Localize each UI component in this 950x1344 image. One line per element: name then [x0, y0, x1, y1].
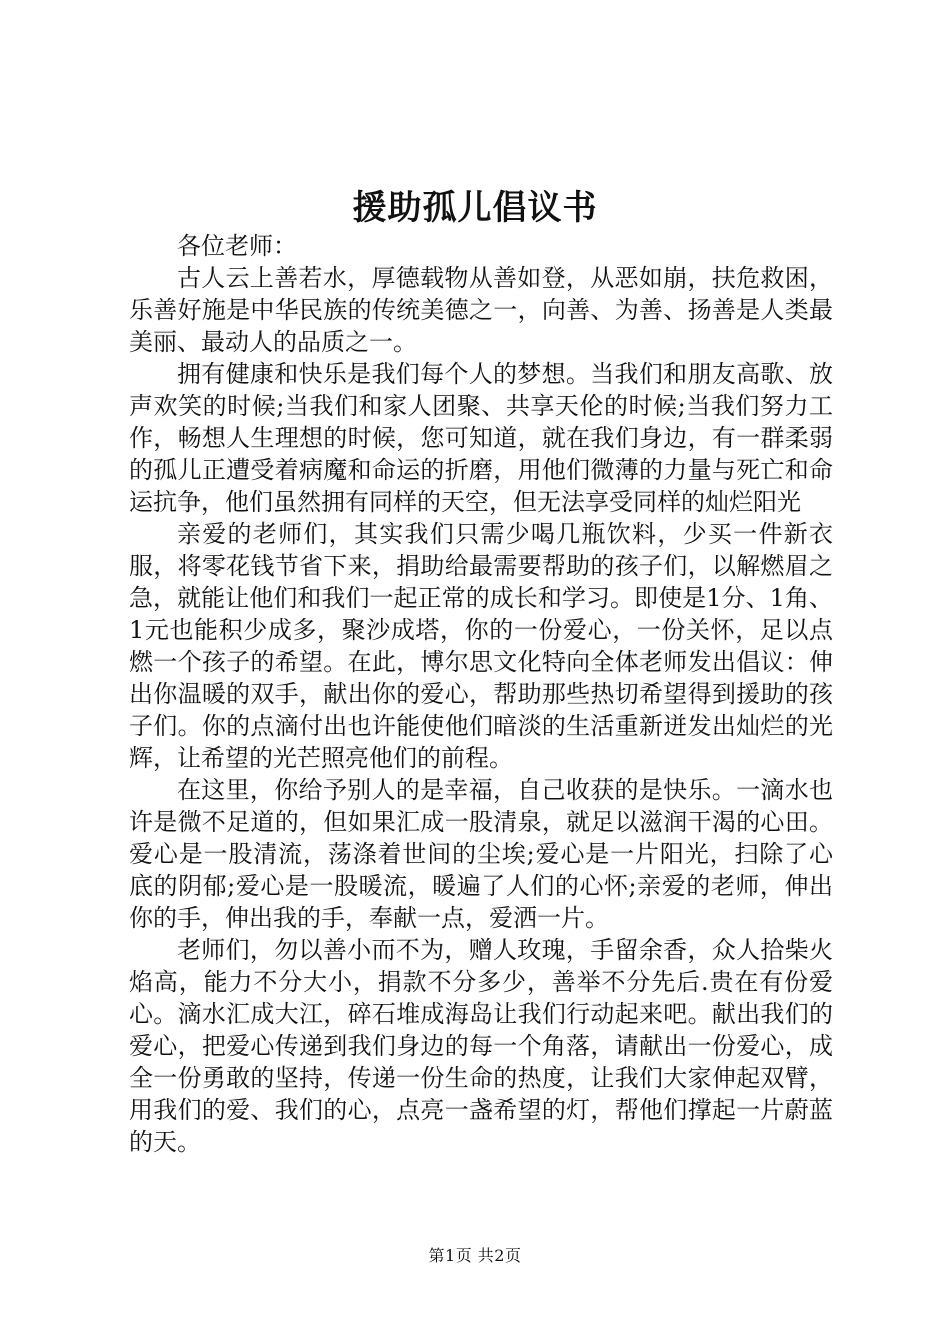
document-body [129, 230, 833, 1158]
paragraph-5: 老师们，勿以善小而不为，赠人玫瑰，手留余香，众人拾柴火焰高，能力不分大小，捐款不分多少，善举不分先后.贵在有份爱心。滴水汇成大江，碎石堆成海岛让我们行动起来吧。献出我们的爱心，把爱心传递到我们身边的每一个角落，请献出一份爱心，成全一份勇敢的坚持，传递一份生命的热度，让我们大家伸起双臂，用我们的爱、我们的心，点亮一盏希望的灯，帮他们撑起一片蔚蓝的天。 [129, 936, 833, 1156]
paragraph-1: 古人云上善若水，厚德载物从善如登，从恶如崩，扶危救困，乐善好施是中华民族的传统美德之一，向善、为善、扬善是人类最美丽、最动人的品质之一。 [129, 264, 833, 356]
document-title: 援助孤儿倡议书 [352, 188, 598, 228]
paragraph-4: 在这里，你给予别人的是幸福，自己收获的是快乐。一滴水也许是微不足道的，但如果汇成一股清泉，就足以滋润干渴的心田。爱心是一股清流，荡涤着世间的尘埃;爱心是一片阳光，扫除了心底的阴郁;爱心是一股暖流，暖遍了人们的心怀;亲爱的老师，伸出你的手，伸出我的手，奉献一点，爱洒一片。 [129, 776, 833, 932]
salutation: 各位老师： [177, 232, 297, 260]
page-footer: 第1页 共2页 [428, 1246, 522, 1265]
paragraph-3: 亲爱的老师们，其实我们只需少喝几瓶饮料，少买一件新衣服，将零花钱节省下来，捐助给最需要帮助的孩子们，以解燃眉之急，就能让他们和我们一起正常的成长和学习。即使是1分、1角、1元也能积少成多，聚沙成塔，你的一份爱心，一份关怀，足以点燃一个孩子的希望。在此，博尔思文化特向全体老师发出倡议：伸出你温暖的双手，献出你的爱心，帮助那些热切希望得到援助的孩子们。你的点滴付出也许能使他们暗淡的生活重新迸发出灿烂的光辉，让希望的光芒照亮他们的前程。 [129, 520, 833, 772]
paragraph-2: 拥有健康和快乐是我们每个人的梦想。当我们和朋友高歌、放声欢笑的时候;当我们和家人团聚、共享天伦的时候;当我们努力工作，畅想人生理想的时候，您可知道，就在我们身边，有一群柔弱的孤儿正遭受着病魔和命运的折磨，用他们微薄的力量与死亡和命运抗争，他们虽然拥有同样的天空，但无法享受同样的灿烂阳光 [129, 360, 833, 516]
